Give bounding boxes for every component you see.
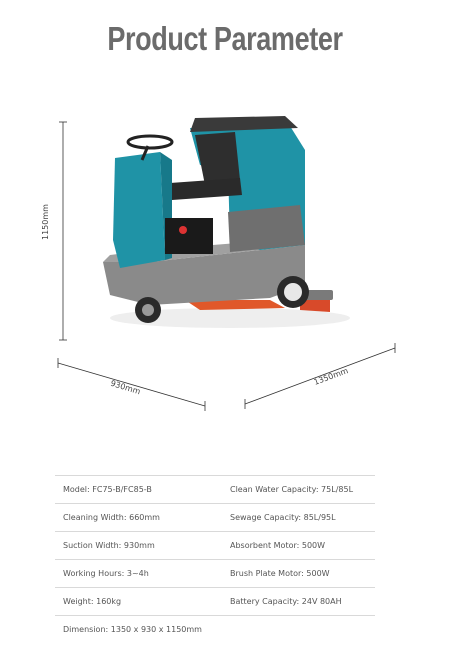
- height-dimension-label: 1150mm: [41, 204, 50, 240]
- table-row: [55, 475, 375, 503]
- spec-dimension: Dimension: 1350 x 930 x 1150mm: [63, 625, 202, 634]
- table-row: [55, 503, 375, 531]
- spec-sewage-capacity: Sewage Capacity: 85L/95L: [230, 513, 336, 522]
- spec-model: Model: FC75-B/FC85-B: [63, 485, 152, 494]
- table-row: [55, 531, 375, 559]
- spec-weight: Weight: 160kg: [63, 597, 122, 606]
- spec-battery-capacity: Battery Capacity: 24V 80AH: [230, 597, 342, 606]
- width-dimension-label: 930mm: [109, 378, 142, 397]
- spec-suction-width: Suction Width: 930mm: [63, 541, 155, 550]
- length-dimension-label: 1350mm: [312, 366, 350, 387]
- spec-cleaning-width: Cleaning Width: 660mm: [63, 513, 160, 522]
- spec-clean-water-capacity: Clean Water Capacity: 75L/85L: [230, 485, 354, 494]
- scrubber-machine-illustration: [103, 116, 350, 328]
- spec-absorbent-motor: Absorbent Motor: 500W: [230, 541, 326, 550]
- spec-brush-plate-motor: Brush Plate Motor: 500W: [230, 569, 330, 578]
- spec-table: [55, 475, 375, 616]
- page-title: Product Parameter: [107, 20, 343, 57]
- table-row: [55, 559, 375, 587]
- spec-working-hours: Working Hours: 3~4h: [63, 569, 149, 578]
- table-row: [55, 587, 375, 616]
- height-dimension-line: [59, 122, 67, 340]
